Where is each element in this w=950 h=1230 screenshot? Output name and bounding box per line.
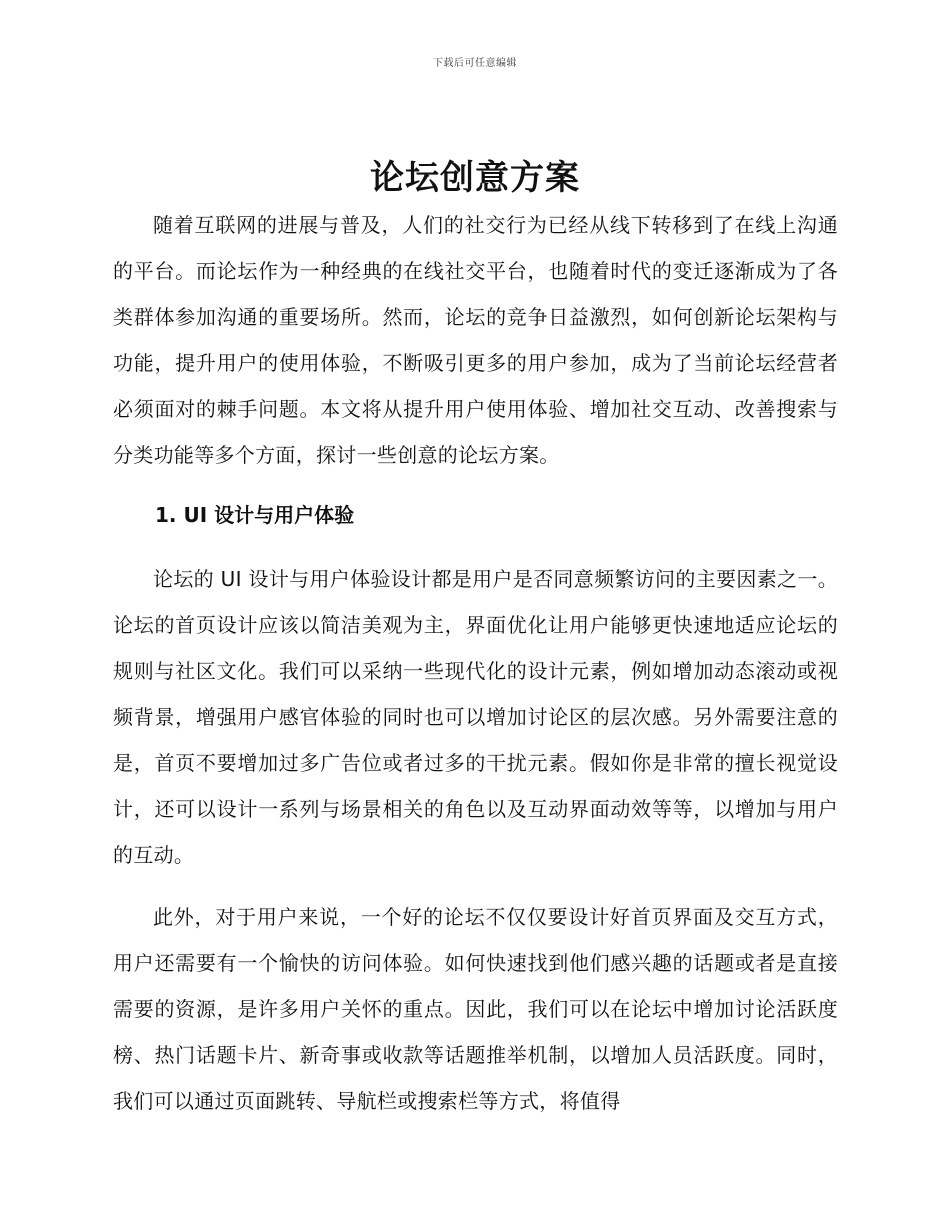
document-title: 论坛创意方案 bbox=[370, 158, 580, 198]
page-header-note: 下载后可任意编辑 bbox=[433, 58, 517, 69]
intro-paragraph: 随着互联网的进展与普及，人们的社交行为已经从线下转移到了在线上沟通的平台。而论坛作为一种经典的在线社交平台，也随着时代的变迁逐渐成为了各类群体参加沟通的重要场所。然而，论坛的竞争日益激烈，如何创新论坛架构与功能，提升用户的使用体验，不断吸引更多的用户参加，成为了当前论坛经营者必须面对的棘手问题。本文将从提升用户使用体验、增加社交互动、改善搜索与分类功能等多个方面，探讨一些创意的论坛方案。 bbox=[113, 213, 838, 467]
document-body bbox=[113, 202, 838, 1124]
section-heading: 1. UI 设计与用户体验 bbox=[155, 503, 355, 527]
body-paragraph: 此外，对于用户来说，一个好的论坛不仅仅要设计好首页界面及交互方式，用户还需要有一个愉快的访问体验。如何快速找到他们感兴趣的话题或者是直接需要的资源，是许多用户关怀的重点。因此，我们可以在论坛中增加讨论活跃度榜、热门话题卡片、新奇事或收款等话题推举机制，以增加人员活跃度。同时，我们可以通过页面跳转、导航栏或搜索栏等方式，将值得 bbox=[113, 905, 838, 1113]
body-paragraph: 论坛的 UI 设计与用户体验设计都是用户是否同意频繁访问的主要因素之一。论坛的首页设计应该以简洁美观为主，界面优化让用户能够更快速地适应论坛的规则与社区文化。我们可以采纳一些现代化的设计元素，例如增加动态滚动或视频背景，增强用户感官体验的同时也可以增加讨论区的层次感。另外需要注意的是，首页不要增加过多广告位或者过多的干扰元素。假如你是非常的擅长视觉设计，还可以设计一系列与场景相关的角色以及互动界面动效等等，以增加与用户的互动。 bbox=[113, 567, 838, 867]
